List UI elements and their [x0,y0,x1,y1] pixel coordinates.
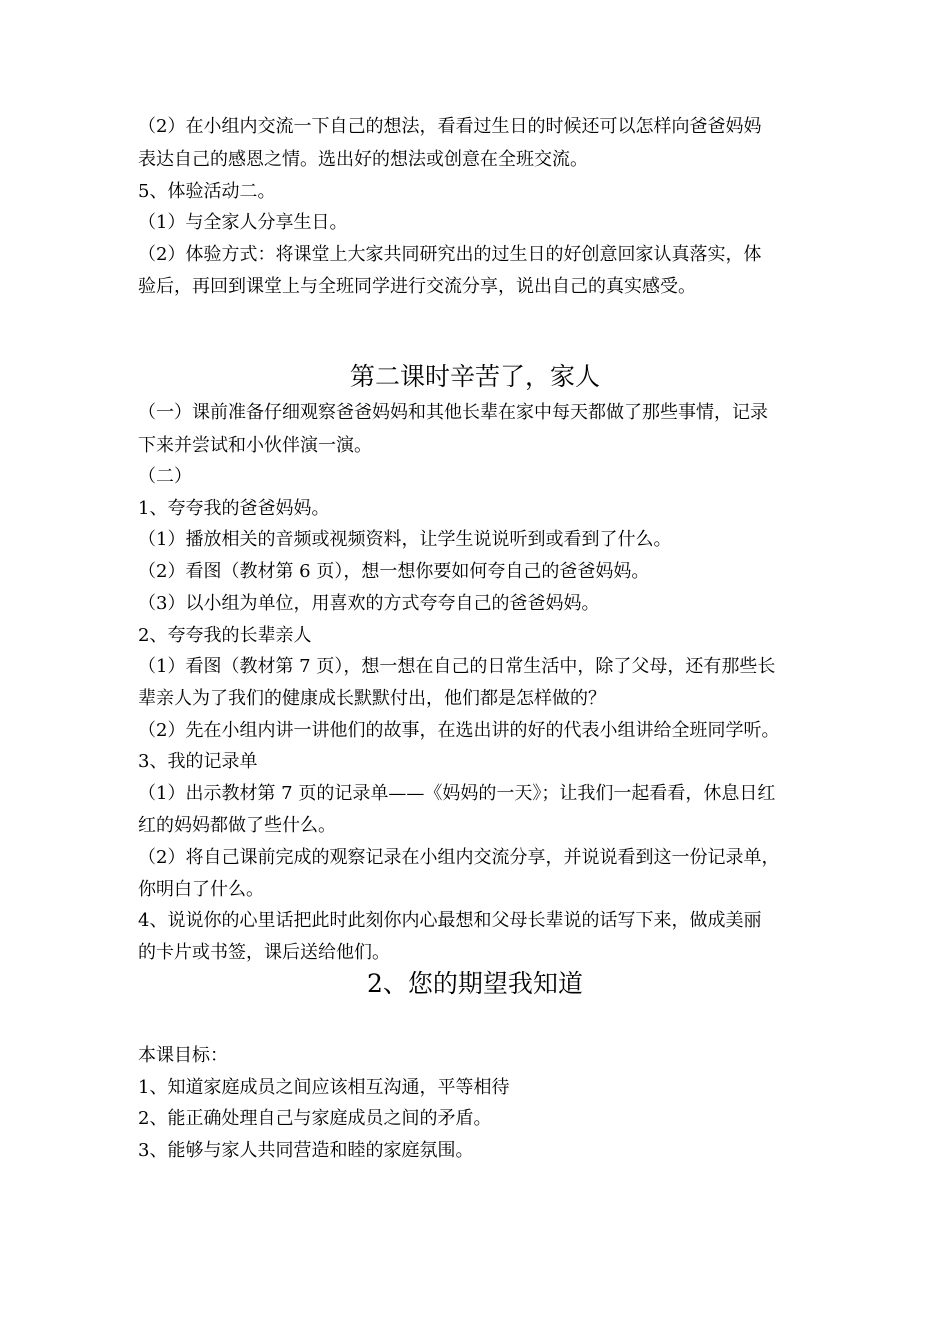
goal-3: 3、能够与家人共同营造和睦的家庭氛围。 [138,1140,474,1161]
lesson2-h3-1-line1: （1）出示教材第 7 页的记录单——《妈妈的一天》；让我们一起看看，休息日红 [138,783,776,804]
lesson2-h1: 1、夸夸我的爸爸妈妈。 [138,498,330,519]
goals-label: 本课目标： [138,1045,228,1066]
lesson2-h2-1-line1: （1）看图（教材第 7 页），想一想在自己的日常生活中，除了父母，还有那些长 [138,656,776,677]
lesson2-h3-2-line2: 你明白了什么。 [138,879,264,900]
section1-item2-line2: 表达自己的感恩之情。选出好的想法或创意在全班交流。 [138,149,588,170]
lesson2-h4-line2: 的卡片或书签，课后送给他们。 [138,942,390,963]
lesson2-h1-1: （1）播放相关的音频或视频资料，让学生说说听到或看到了什么。 [138,529,672,550]
lesson2-part2: （二） [138,466,192,487]
section1-item5-2-line2: 验后，再回到课堂上与全班同学进行交流分享，说出自己的真实感受。 [138,276,696,297]
next-lesson-title: 2、您的期望我知道 [367,969,583,998]
goal-1: 1、知道家庭成员之间应该相互沟通，平等相待 [138,1077,510,1098]
section1-item2-line1: （2）在小组内交流一下自己的想法，看看过生日的时候还可以怎样向爸爸妈妈 [138,116,762,137]
lesson2-h3-2-line1: （2）将自己课前完成的观察记录在小组内交流分享，并说说看到这一份记录单， [138,847,780,868]
lesson2-h2: 2、夸夸我的长辈亲人 [138,625,312,646]
lesson2-h4-line1: 4、说说你的心里话把此时此刻你内心最想和父母长辈说的话写下来，做成美丽 [138,910,762,931]
lesson2-title: 第二课时辛苦了，家人 [349,362,600,391]
lesson2-h1-3: （3）以小组为单位，用喜欢的方式夸夸自己的爸爸妈妈。 [138,593,600,614]
lesson2-h1-2: （2）看图（教材第 6 页），想一想你要如何夸自己的爸爸妈妈。 [138,561,650,582]
lesson2-prep-line1: （一）课前准备仔细观察爸爸妈妈和其他长辈在家中每天都做了那些事情，记录 [138,402,768,423]
lesson2-h2-1-line2: 辈亲人为了我们的健康成长默默付出，他们都是怎样做的？ [138,688,606,709]
goal-2: 2、能正确处理自己与家庭成员之间的矛盾。 [138,1108,492,1129]
lesson2-prep-line2: 下来并尝试和小伙伴演一演。 [138,435,372,456]
lesson2-h3: 3、我的记录单 [138,751,258,772]
section1-item5-1: （1）与全家人分享生日。 [138,212,348,233]
section1-item5-2-line1: （2）体验方式：将课堂上大家共同研究出的过生日的好创意回家认真落实，体 [138,244,762,265]
lesson2-h2-2: （2）先在小组内讲一讲他们的故事，在选出讲的好的代表小组讲给全班同学听。 [138,720,780,741]
section1-heading5: 5、体验活动二。 [138,181,276,202]
lesson2-h3-1-line2: 红的妈妈都做了些什么。 [138,815,336,836]
